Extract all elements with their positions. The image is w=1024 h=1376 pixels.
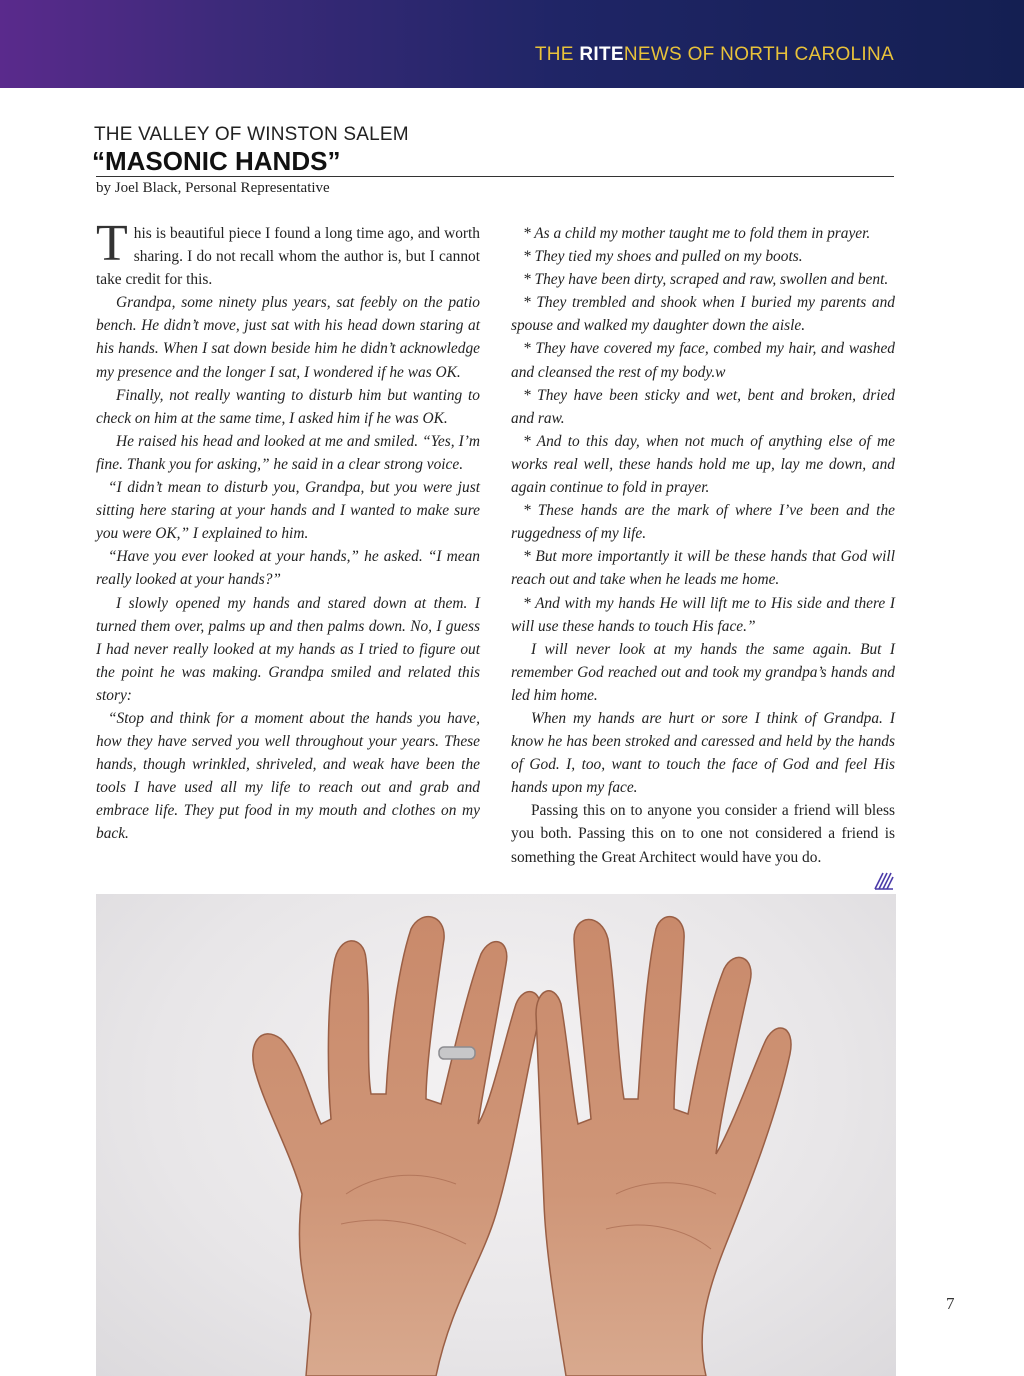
article-paragraph bbox=[511, 291, 895, 337]
byline: by Joel Black, Personal Representative bbox=[96, 180, 330, 196]
article-paragraph bbox=[511, 245, 895, 268]
publication-title-rite: RITE bbox=[579, 44, 624, 65]
open-hands-photo bbox=[96, 894, 896, 1376]
paragraph-text: * They tied my shoes and pulled on my boots. bbox=[523, 248, 803, 266]
paragraph-text: When my hands are hurt or sore I think of Grandpa. I know he has been stroked and caressed and held by the hands of God. I, too, want to touch the face of God and feel His hands upon my face. bbox=[511, 709, 895, 797]
article-paragraph bbox=[511, 499, 895, 545]
article-paragraph bbox=[511, 707, 895, 799]
article-paragraph bbox=[511, 268, 895, 291]
section-label: THE VALLEY OF WINSTON SALEM bbox=[94, 124, 409, 145]
title-rule bbox=[96, 176, 894, 177]
paragraph-text: Passing this on to anyone you consider a friend will bless you both. Passing this on to one not considered a friend is something the Great Architect would have you do. bbox=[511, 802, 895, 866]
article-paragraph bbox=[511, 222, 895, 245]
paragraph-text: * These hands are the mark of where I’ve been and the ruggedness of my life. bbox=[511, 502, 895, 543]
article-paragraph bbox=[511, 799, 895, 868]
drop-cap: T bbox=[96, 215, 128, 272]
article-paragraph bbox=[511, 592, 895, 638]
article-paragraph bbox=[511, 337, 895, 383]
article-paragraph bbox=[96, 476, 480, 545]
left-hand bbox=[253, 917, 541, 1376]
paragraph-text: * And with my hands He will lift me to His side and there I will use these hands to touch His face.” bbox=[511, 594, 895, 635]
publication-title-pre: THE bbox=[534, 44, 580, 65]
open-hands-illustration bbox=[96, 894, 896, 1376]
paragraph-text: “I didn’t mean to disturb you, Grandpa, but you were just sitting here staring at your hands and I wanted to make sure you were OK,” I explained to him. bbox=[96, 479, 480, 543]
article-paragraph bbox=[96, 430, 480, 476]
page-number: 7 bbox=[946, 1294, 955, 1313]
article-paragraph bbox=[96, 545, 480, 591]
paragraph-text: Grandpa, some ninety plus years, sat feebly on the patio bench. He didn’t move, just sat with his head down staring at his hands. When I sat down beside him he didn’t acknowledge my presence and the longer I sat, I wondered if he was OK. bbox=[96, 294, 480, 381]
publication-title bbox=[535, 44, 894, 66]
article-paragraph bbox=[511, 384, 895, 430]
paragraph-text: * They trembled and shook when I buried my parents and spouse and walked my daughter down the aisle. bbox=[511, 294, 895, 335]
article-paragraph bbox=[96, 592, 480, 707]
article-paragraph bbox=[96, 384, 480, 430]
article-paragraph bbox=[96, 215, 480, 291]
paragraph-text: He raised his head and looked at me and smiled. “Yes, I’m fine. Thank you for asking,” he said in a clear strong voice. bbox=[96, 432, 480, 473]
paragraph-text: his is beautiful piece I found a long time ago, and worth sharing. I do not recall whom the author is, but I cannot take credit for this. bbox=[96, 225, 480, 289]
right-hand bbox=[536, 917, 791, 1376]
hatched-square-endmark-icon bbox=[874, 872, 894, 890]
paragraph-text: * But more importantly it will be these hands that God will reach out and take when he leads me home. bbox=[511, 548, 895, 589]
article-paragraph bbox=[96, 707, 480, 846]
publication-title-post: NEWS OF NORTH CAROLINA bbox=[623, 44, 894, 65]
paragraph-text: * As a child my mother taught me to fold them in prayer. bbox=[523, 225, 871, 242]
paragraph-text: * They have covered my face, combed my hair, and washed and cleansed the rest of my body.w bbox=[511, 340, 895, 381]
paragraph-text: * They have been sticky and wet, bent and broken, dried and raw. bbox=[511, 386, 895, 427]
paragraph-text: “Have you ever looked at your hands,” he asked. “I mean really looked at your hands?” bbox=[96, 548, 480, 589]
article-paragraph bbox=[511, 545, 895, 591]
masthead-banner bbox=[0, 0, 1024, 88]
article-paragraph bbox=[96, 291, 480, 383]
paragraph-text: * And to this day, when not much of anything else of me works real well, these hands hold me up, lay me down, and again continue to fold in prayer. bbox=[511, 432, 895, 497]
article-column-left bbox=[96, 215, 480, 846]
article-title: “MASONIC HANDS” bbox=[92, 146, 341, 176]
paragraph-text: I slowly opened my hands and stared down at them. I turned them over, palms up and then palms down. No, I guess I had never really looked at my hands as I tried to figure out the point he was making. Grandpa smiled and related this story: bbox=[96, 594, 480, 704]
paragraph-text: I will never look at my hands the same again. But I remember God reached out and took my grandpa’s hands and led him home. bbox=[511, 640, 895, 704]
article-paragraph bbox=[511, 638, 895, 707]
article-paragraph bbox=[511, 430, 895, 499]
paragraph-text: Finally, not really wanting to disturb him but wanting to check on him at the same time, I asked him if he was OK. bbox=[96, 386, 480, 427]
paragraph-text: “Stop and think for a moment about the hands you have, how they have served you well throughout your years. These hands, though wrinkled, shriveled, and weak have been the tools I have used all my life to reach out and grab and embrace life. They put food in my mouth and clothes on my back. bbox=[96, 709, 480, 843]
paragraph-text: * They have been dirty, scraped and raw, swollen and bent. bbox=[523, 271, 889, 289]
article-column-right bbox=[511, 222, 895, 869]
